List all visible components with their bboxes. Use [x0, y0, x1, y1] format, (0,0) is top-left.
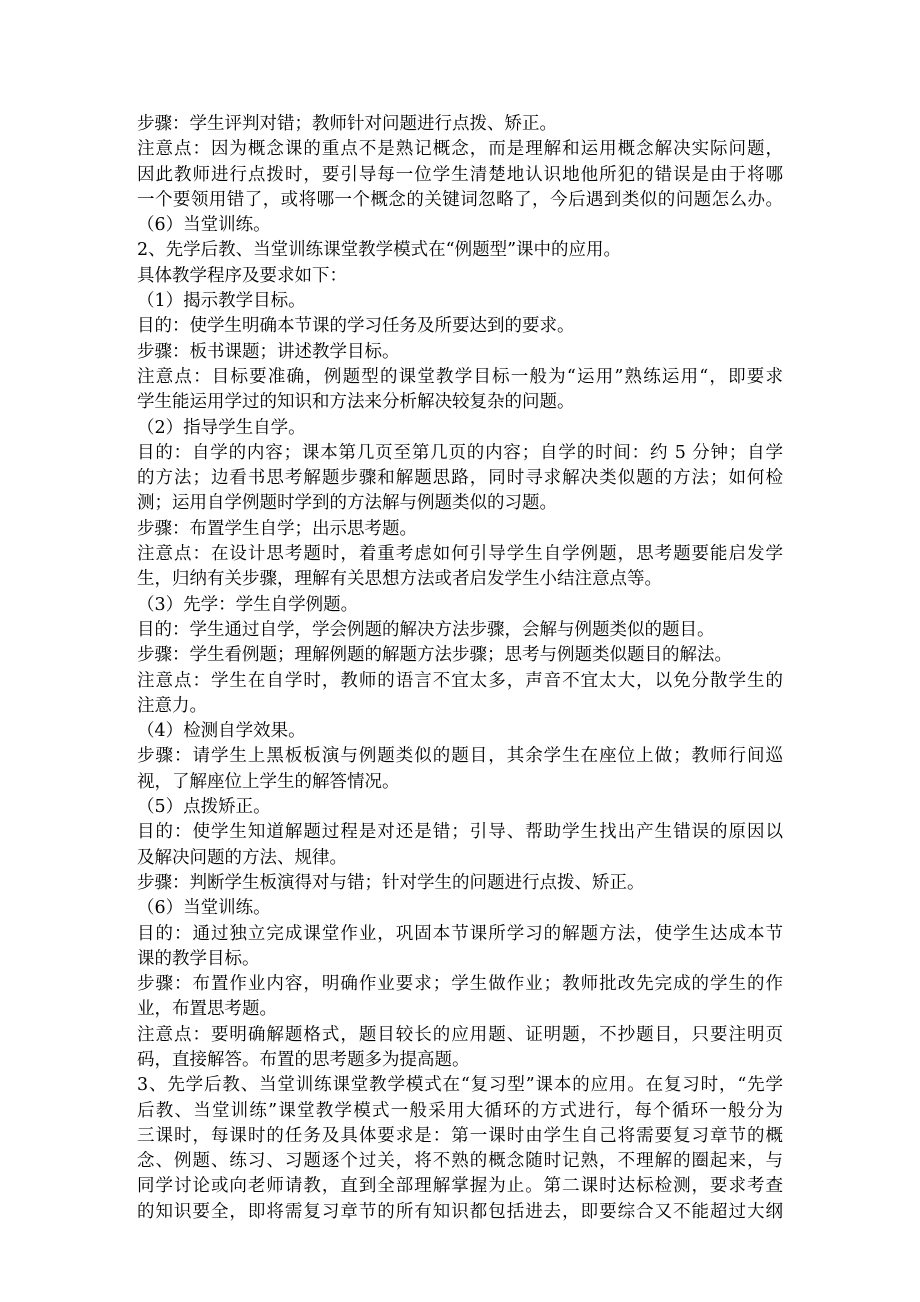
- text-line: 注意点：目标要准确，例题型的课堂教学目标一般为“运用”熟练运用“，即要求: [137, 366, 783, 387]
- text-line: （4）检测自学效果。: [137, 721, 306, 742]
- text-line: 注意点：在设计思考题时，着重考虑如何引导学生自学例题，思考题要能启发学: [137, 544, 783, 565]
- text-line: 步骤：板书课题；讲述教学目标。: [137, 341, 400, 362]
- text-line: 步骤：学生评判对错；教师针对问题进行点拨、矫正。: [137, 114, 557, 134]
- text-line: 及解决问题的方法、规律。: [137, 847, 347, 868]
- text-line: 步骤：布置学生自学；出示思考题。: [137, 518, 417, 539]
- text-line: 视，了解座位上学生的解答情况。: [137, 771, 400, 792]
- text-line: 注意点：学生在自学时，教师的语言不宜太多，声音不宜太大，以免分散学生的: [137, 670, 783, 691]
- text-line: 目的：学生通过自学，学会例题的解决方法步骤，会解与例题类似的题目。: [137, 619, 715, 640]
- text-line: 测；运用自学例题时学到的方法解与例题类似的习题。: [137, 493, 557, 514]
- text-line: 步骤：判断学生板演得对与错；针对学生的问题进行点拨、矫正。: [137, 872, 645, 893]
- text-line: 目的：使学生知道解题过程是对还是错；引导、帮助学生找出产生错误的原因以: [137, 822, 783, 843]
- text-line: 注意力。: [137, 695, 207, 716]
- text-line: 具体教学程序及要求如下：: [137, 265, 347, 286]
- text-line: 生，归纳有关步骤，理解有关思想方法或者启发学生小结注意点等。: [137, 569, 662, 590]
- text-line: （5）点拨矫正。: [137, 797, 271, 818]
- text-line: 步骤：学生看例题；理解例题的解题方法步骤；思考与例题类似题目的解法。: [137, 645, 732, 666]
- text-line: 念、例题、练习、习题逐个过关，将不熟的概念随时记熟，不理解的圈起来，与: [137, 1151, 783, 1172]
- text-line: 码，直接解答。布置的思考题多为提高题。: [137, 1049, 470, 1070]
- text-line: 注意点：因为概念课的重点不是熟记概念，而是理解和运用概念解决实际问题，: [137, 139, 783, 160]
- text-line: 注意点：要明确解题格式，题目较长的应用题、证明题，不抄题目，只要注明页: [137, 1024, 783, 1045]
- text-line: （3）先学：学生自学例题。: [137, 594, 359, 615]
- text-line: 课的教学目标。: [137, 948, 260, 969]
- text-line: 目的：通过独立完成课堂作业，巩固本节课所学习的解题方法，使学生达成本节: [137, 923, 783, 944]
- text-line: 同学讨论或向老师请教，直到全部理解掌握为止。第二课时达标检测，要求考查: [137, 1176, 783, 1197]
- text-line: 的方法；边看书思考解题步骤和解题思路，同时寻求解决类似题的方法；如何检: [137, 468, 783, 489]
- text-line: 一个要领用错了，或将哪一个概念的关键词忽略了，今后遇到类似的问题怎么办。: [137, 189, 783, 210]
- text-line: 3、先学后教、当堂训练课堂教学模式在“复习型”课本的应用。在复习时，“先学: [137, 1075, 783, 1096]
- text-line: 因此教师进行点拨时，要引导每一位学生清楚地认识地他所犯的错误是由于将哪: [137, 164, 783, 185]
- document-body: [137, 112, 783, 1225]
- text-line: （6）当堂训练。: [137, 898, 271, 919]
- text-line: 目的：使学生明确本节课的学习任务及所要达到的要求。: [137, 316, 575, 337]
- text-line: （2）指导学生自学。: [137, 417, 306, 438]
- text-line: 的知识要全，即将需复习章节的所有知识都包括进去，即要综合又不能超过大纲: [137, 1201, 783, 1222]
- text-line: 三课时，每课时的任务及具体要求是：第一课时由学生自己将需要复习章节的概: [137, 1125, 783, 1146]
- text-line: 目的：自学的内容；课本第几页至第几页的内容；自学的时间：约 5 分钟；自学: [137, 442, 783, 463]
- text-line: 学生能运用学过的知识和方法来分析解决较复杂的问题。: [137, 392, 575, 413]
- text-line: 业，布置思考题。: [137, 999, 277, 1020]
- text-line: 步骤：请学生上黑板板演与例题类似的题目，其余学生在座位上做；教师行间巡: [137, 746, 783, 767]
- text-line: （1）揭示教学目标。: [137, 291, 306, 312]
- text-line: 2、先学后教、当堂训练课堂教学模式在“例题型”课中的应用。: [137, 240, 622, 261]
- text-line: （6）当堂训练。: [137, 215, 271, 236]
- text-line: 步骤：布置作业内容，明确作业要求；学生做作业；教师批改先完成的学生的作: [137, 974, 783, 995]
- text-line: 后教、当堂训练”课堂教学模式一般采用大循环的方式进行，每个循环一般分为: [137, 1100, 783, 1121]
